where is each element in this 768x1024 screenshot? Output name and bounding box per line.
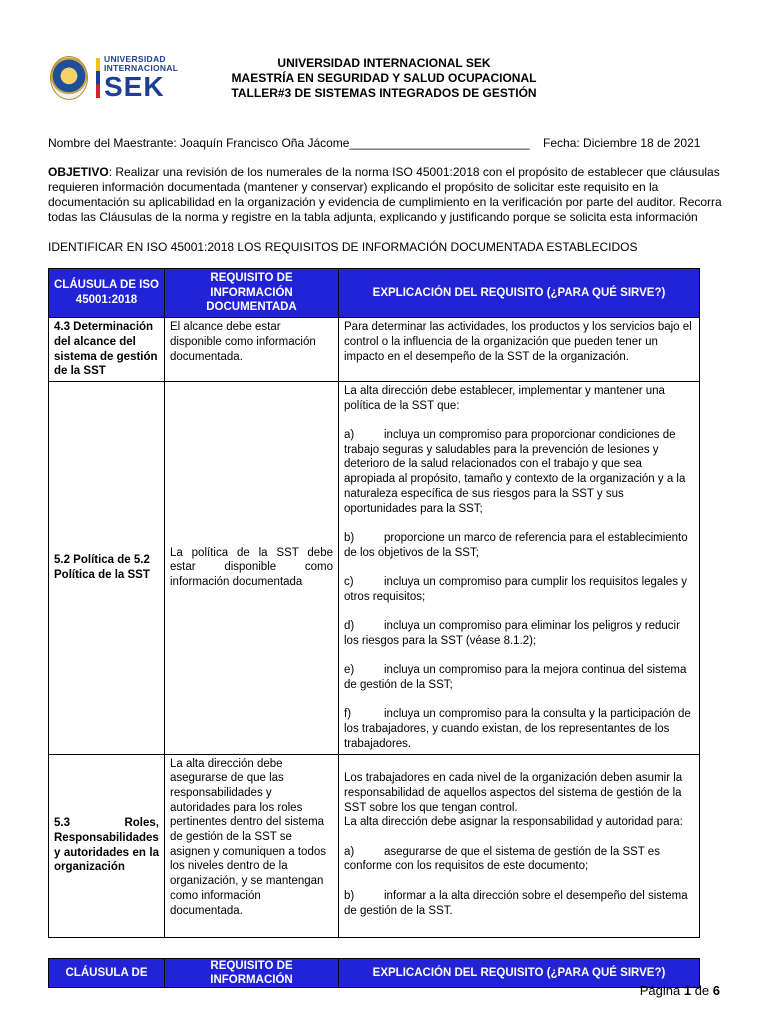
row3-p2: La alta dirección debe asignar la responsabilidad y autoridad para: — [344, 816, 683, 829]
requirements-table — [48, 268, 700, 938]
list-item-text: incluya un compromiso para cumplir los requisitos legales y otros requisitos; — [344, 576, 687, 603]
list-item-text: incluya un compromiso para proporcionar condiciones de trabajo seguras y saludables para la prevención de lesiones y deterioro de la salud relacionados con el trabajo y que sea apropiada al propósito, tamaño y contexto de la organización y a la naturaleza específica de sus riesgos para la SST y sus oportunidades para la SST; — [344, 429, 686, 515]
list-item: a) — [344, 845, 355, 858]
list-item: a) — [344, 429, 355, 442]
student-name: Nombre del Maestrante: Joaquín Francisco Oña Jácome___________________________ — [48, 136, 530, 150]
student-line — [48, 136, 728, 151]
logo-line-2: INTERNACIONAL — [104, 62, 179, 73]
list-item: d) — [344, 620, 355, 633]
table-row — [49, 318, 700, 382]
date-text: Fecha: Diciembre 18 de 2021 — [543, 136, 701, 150]
page-prefix: Página — [639, 983, 684, 998]
row2-requirement: La política de la SST debe estar disponible como información documentada — [165, 381, 339, 754]
list-item-text: incluya un compromiso para eliminar los peligros y reducir los riesgos para la SST (véase 8.1.2); — [344, 620, 680, 647]
table-row — [49, 754, 700, 937]
list-item-text: incluya un compromiso para la mejora continua del sistema de gestión de la SST; — [344, 664, 687, 691]
list-item: c) — [344, 576, 354, 589]
header-explanation: EXPLICACIÓN DEL REQUISITO (¿PARA QUÉ SIRVE?) — [339, 269, 700, 318]
list-item: b) — [344, 531, 355, 544]
header-requirement: REQUISITO DE INFORMACIÓN — [165, 959, 339, 988]
row1-clause: 4.3 Determinación del alcance del sistema de gestión de la SST — [49, 318, 165, 382]
header-clause: CLÁUSULA DE ISO 45001:2018 — [49, 269, 165, 318]
list-item-text: incluya un compromiso para la consulta y la participación de los trabajadores, y cuando existan, de los representantes de los trabajadores. — [344, 708, 691, 750]
requirements-table-continued — [48, 958, 700, 988]
list-item-text: proporcione un marco de referencia para el establecimiento de los objetivos de la SST; — [344, 531, 688, 559]
page-sep: de — [691, 983, 713, 998]
logo-sek: SEK — [104, 71, 165, 102]
objective-label: OBJETIVO — [48, 165, 109, 179]
identify-title: IDENTIFICAR EN ISO 45001:2018 LOS REQUISITOS DE INFORMACIÓN DOCUMENTADA ESTABLECIDOS — [48, 240, 638, 254]
list-item-text: informar a la alta dirección sobre el desempeño del sistema de gestión de la SST. — [344, 889, 688, 917]
row2-clause: 5.2 Política de 5.2 Política de la SST — [49, 381, 165, 754]
header-requirement: REQUISITO DE INFORMACIÓN DOCUMENTADA — [165, 269, 339, 318]
row2-intro: La alta dirección debe establecer, implementar y mantener una política de la SST que: — [344, 384, 665, 412]
row3-p1: Los trabajadores en cada nivel de la organización deben asumir la responsabilidad de aquellos aspectos del sistema de gestión de la SST sobre los que tengan control. — [344, 772, 683, 814]
heading-line-2: MAESTRÍA EN SEGURIDAD Y SALUD OCUPACIONAL — [231, 71, 537, 85]
row2-explanation — [339, 381, 700, 754]
row1-requirement: El alcance debe estar disponible como información documentada. — [165, 318, 339, 382]
objective-text: : Realizar una revisión de los numerales de la norma ISO 45001:2018 con el propósito de establecer que cláusulas requieren información documentada (mantener y conservar) explicando el propósito de solicitar este requisito en la documentación su aplicabilidad en la organización y evidencia de cumplimiento en la verificación por parte del auditor. Recorra todas las Cláusulas de la norma y registre en la tabla adjunta, explicando y justificando porque se solicita esta información — [48, 165, 722, 224]
row3-clause: 5.3 Roles, Responsabilidades y autoridades en la organización — [49, 754, 165, 937]
table-header-row — [49, 269, 700, 318]
row3-requirement: La alta dirección debe asegurarse de que las responsabilidades y autoridades para los roles pertinentes dentro del sistema de gestión de la SST se asignen y comuniquen a todos los niveles dentro de la organización, y se mantengan como información documentada. — [165, 754, 339, 937]
header-clause: CLÁUSULA DE — [49, 959, 165, 988]
heading-line-1: UNIVERSIDAD INTERNACIONAL SEK — [277, 56, 491, 70]
header-explanation: EXPLICACIÓN DEL REQUISITO (¿PARA QUÉ SIRVE?) — [339, 959, 700, 988]
list-item: e) — [344, 664, 355, 677]
table-row — [49, 381, 700, 754]
page-footer — [640, 983, 720, 998]
page-total: 6 — [712, 983, 720, 998]
list-item: f) — [344, 708, 352, 721]
list-item-text: asegurarse de que el sistema de gestión de la SST es conforme con los requisitos de este documento; — [344, 845, 660, 873]
page-number: 1 — [683, 983, 692, 998]
document-heading — [0, 56, 768, 101]
row3-explanation — [339, 754, 700, 937]
table-header-row — [49, 959, 700, 988]
objective-paragraph — [48, 165, 728, 225]
list-item: b) — [344, 889, 355, 902]
logo-line-1: UNIVERSIDAD — [104, 54, 166, 64]
heading-line-3: TALLER#3 DE SISTEMAS INTEGRADOS DE GESTIÓN — [231, 86, 537, 100]
row1-explanation: Para determinar las actividades, los productos y los servicios bajo el control o la influencia de la organización que pueden tener un impacto en el desempeño de la SST de la organización. — [339, 318, 700, 382]
